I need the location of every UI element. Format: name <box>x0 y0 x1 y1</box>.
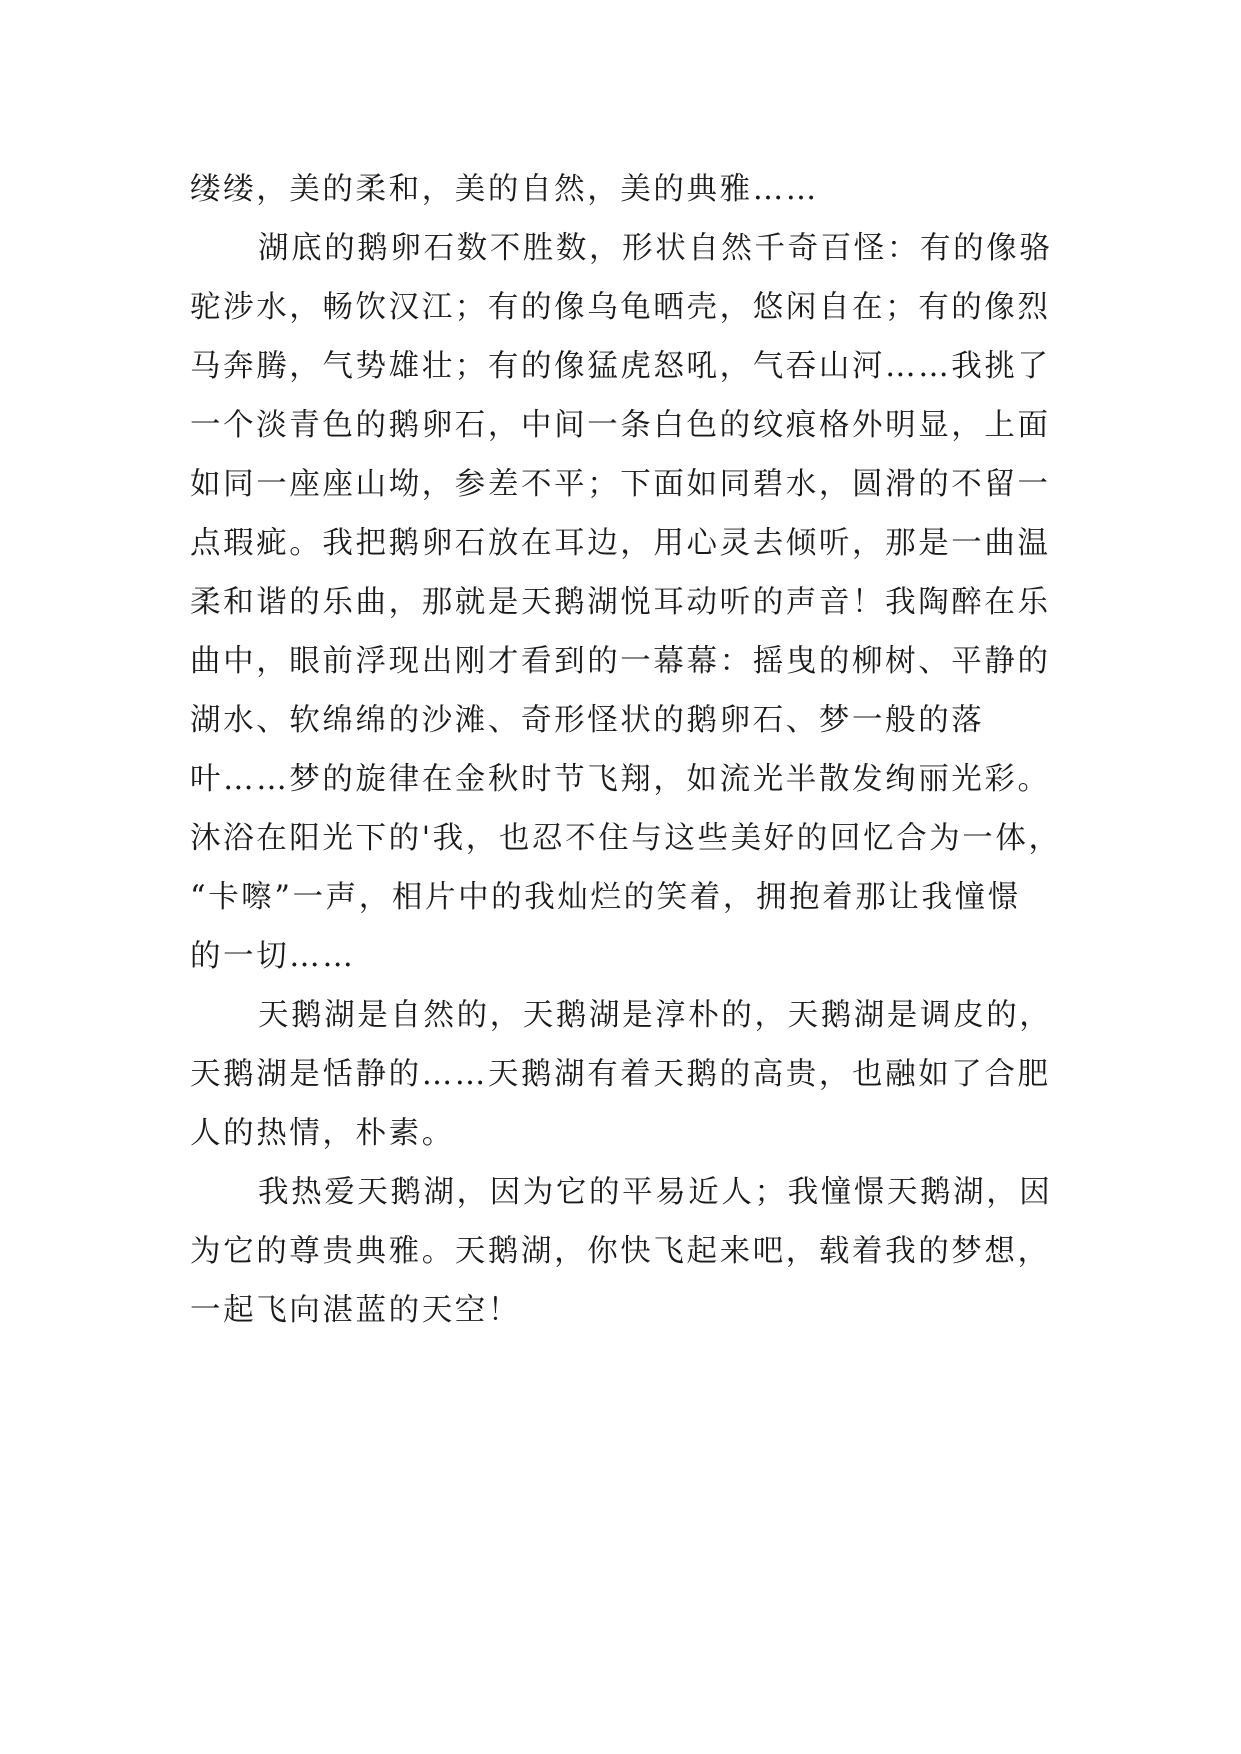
text-line: 为它的尊贵典雅。天鹅湖，你快飞起来吧，载着我的梦想， <box>190 1234 1051 1269</box>
text-line: 曲中，眼前浮现出刚才看到的一幕幕：摇曳的柳树、平静的 <box>190 644 1051 679</box>
text-line: 湖底的鹅卵石数不胜数，形状自然千奇百怪：有的像骆 <box>258 231 1053 266</box>
text-line: “卡嚓”一声，相片中的我灿烂的笑着，拥抱着那让我憧憬 <box>190 880 1021 915</box>
text-line: 一个淡青色的鹅卵石，中间一条白色的纹痕格外明显，上面 <box>190 408 1051 443</box>
text-line: 缕缕，美的柔和，美的自然，美的典雅…… <box>190 172 819 207</box>
text-line: 人的热情，朴素。 <box>190 1116 455 1151</box>
text-line: 柔和谐的乐曲，那就是天鹅湖悦耳动听的声音！我陶醉在乐 <box>190 585 1051 620</box>
text-line: 叶……梦的旋律在金秋时节飞翔，如流光半散发绚丽光彩。 <box>190 762 1051 797</box>
text-line: 湖水、软绵绵的沙滩、奇形怪状的鹅卵石、梦一般的落 <box>190 703 985 738</box>
text-line: 天鹅湖是自然的，天鹅湖是淳朴的，天鹅湖是调皮的， <box>258 998 1053 1033</box>
text-line: 点瑕疵。我把鹅卵石放在耳边，用心灵去倾听，那是一曲温 <box>190 526 1051 561</box>
text-line: 的一切…… <box>190 939 356 974</box>
text-line: 一起飞向湛蓝的天空！ <box>190 1293 521 1328</box>
text-line: 如同一座座山坳，参差不平；下面如同碧水，圆滑的不留一 <box>190 467 1051 502</box>
text-line: 沐浴在阳光下的'我，也忍不住与这些美好的回忆合为一体， <box>190 821 1062 856</box>
essay-text <box>190 160 1090 1340</box>
text-line: 我热爱天鹅湖，因为它的平易近人；我憧憬天鹅湖，因 <box>258 1175 1053 1210</box>
text-line: 马奔腾，气势雄壮；有的像猛虎怒吼，气吞山河……我挑了 <box>190 349 1051 384</box>
text-line: 驼涉水，畅饮汉江；有的像乌龟晒壳，悠闲自在；有的像烈 <box>190 290 1051 325</box>
text-line: 天鹅湖是恬静的……天鹅湖有着天鹅的高贵，也融如了合肥 <box>190 1057 1051 1092</box>
